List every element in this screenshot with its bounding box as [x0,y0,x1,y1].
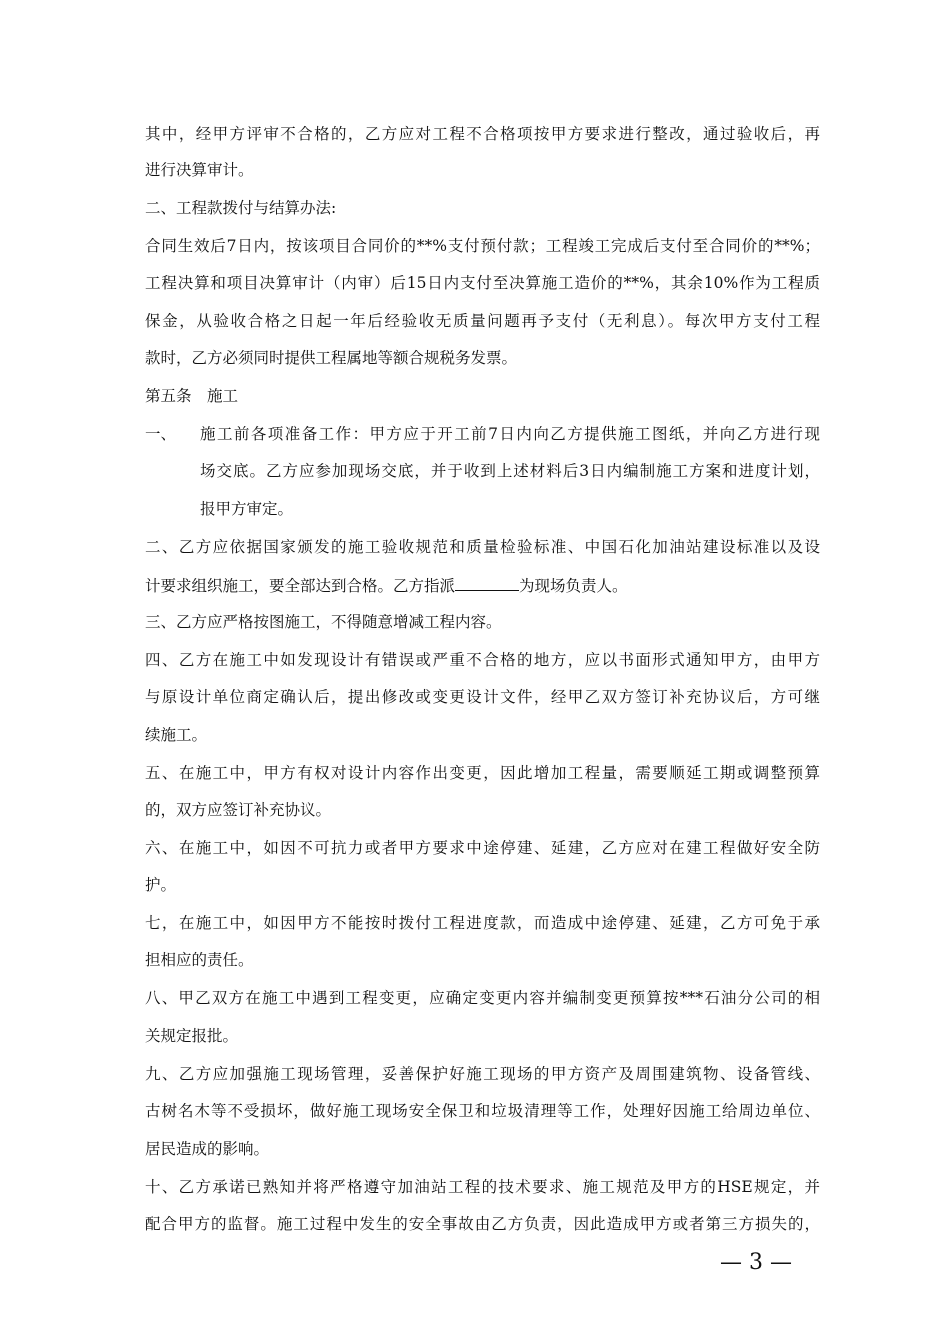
text-line: 二、乙方应依据国家颁发的施工验收规范和质量检验标准、中国石化加油站建设标准以及设 [145,538,820,556]
text-line: 十、乙方承诺已熟知并将严格遵守加油站工程的技术要求、施工规范及甲方的HSE规定，并 [145,1178,820,1196]
text-segment: 计要求组织施工，要全部达到合格。乙方指派 [145,577,456,595]
text-line: 护。 [145,876,177,894]
article-heading: 第五条 施工 [145,387,239,405]
text-line: 四、乙方在施工中如发现设计有错误或严重不合格的地方，应以书面形式通知甲方，由甲方 [145,651,820,669]
text-line: 与原设计单位商定确认后，提出修改或变更设计文件，经甲乙双方签订补充协议后，方可继 [145,688,820,706]
fill-in-blank [455,574,519,591]
text-segment: 为现场负责人。 [519,577,628,595]
text-line: 合同生效后7日内，按该项目合同价的**%支付预付款；工程竣工完成后支付至合同价的**%； [145,237,820,255]
item-number: 一、 [145,425,177,443]
text-line: 进行决算审计。 [145,161,254,179]
text-line: 八、甲乙双方在施工中遇到工程变更，应确定变更内容并编制变更预算按***石油分公司的相 [145,989,820,1007]
text-line: 款时，乙方必须同时提供工程属地等额合规税务发票。 [145,349,518,367]
section-heading: 二、工程款拨付与结算办法: [145,199,337,217]
text-line: 五、在施工中，甲方有权对设计内容作出变更，因此增加工程量，需要顺延工期或调整预算 [145,764,820,782]
text-line: 保金，从验收合格之日起一年后经验收无质量问题再予支付（无利息）。每次甲方支付工程 [145,312,820,330]
text-line: 六、在施工中，如因不可抗力或者甲方要求中途停建、延建，乙方应对在建工程做好安全防 [145,839,820,857]
text-line: 担相应的责任。 [145,951,254,969]
text-line-with-blank [145,574,820,596]
text-line: 工程决算和项目决算审计（内审）后15日内支付至决算施工造价的**%，其余10%作为工程质 [145,274,820,292]
text-line: 古树名木等不受损坏，做好施工现场安全保卫和垃圾清理等工作，处理好因施工给周边单位、 [145,1102,820,1120]
text-line: 报甲方审定。 [200,500,294,518]
text-line: 七，在施工中，如因甲方不能按时拨付工程进度款，而造成中途停建、延建，乙方可免于承 [145,914,820,932]
text-line: 的，双方应签订补充协议。 [145,801,332,819]
text-line: 关规定报批。 [145,1027,239,1045]
text-line: 九、乙方应加强施工现场管理，妥善保护好施工现场的甲方资产及周围建筑物、设备管线、 [145,1065,820,1083]
text-line: 施工前各项准备工作：甲方应于开工前7日内向乙方提供施工图纸，并向乙方进行现 [200,425,820,443]
text-line: 续施工。 [145,726,208,744]
text-line: 场交底。乙方应参加现场交底，并于收到上述材料后3日内编制施工方案和进度计划， [200,462,820,480]
text-line: 居民造成的影响。 [145,1140,270,1158]
text-line: 三、乙方应严格按图施工，不得随意增减工程内容。 [145,613,502,631]
page-number: — 3 — [720,1250,792,1275]
text-line: 其中，经甲方评审不合格的，乙方应对工程不合格项按甲方要求进行整改，通过验收后，再 [145,125,820,143]
text-line: 配合甲方的监督。施工过程中发生的安全事故由乙方负责，因此造成甲方或者第三方损失的， [145,1215,820,1233]
